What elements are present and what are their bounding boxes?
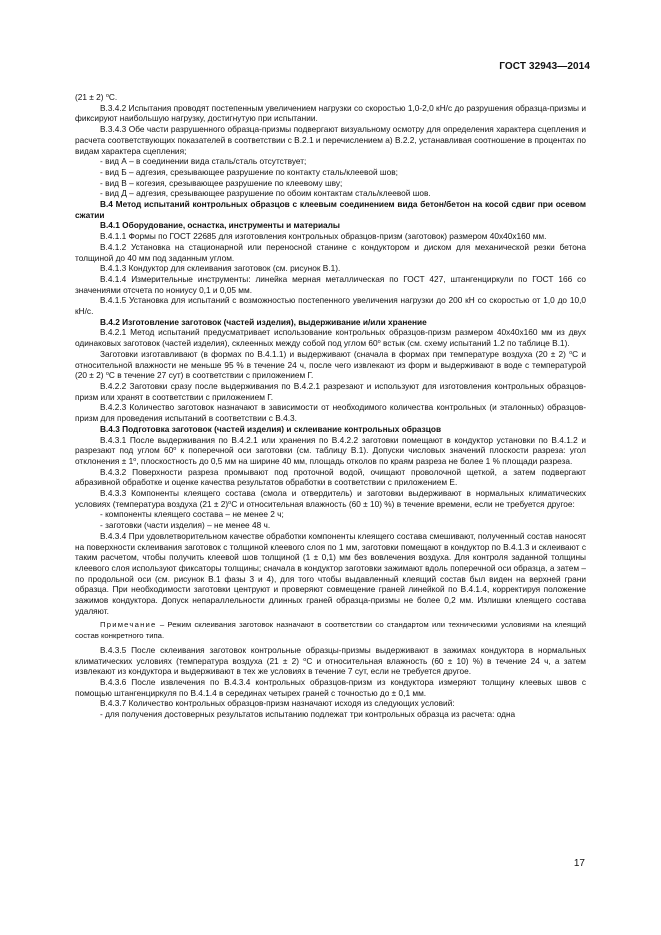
section-heading: В.4 Метод испытаний контрольных образцов с клеевым соединением вида бетон/бетон на косой сдвиг при осевом сжатии: [75, 199, 586, 220]
note-paragraph: [75, 620, 586, 640]
body-paragraph: - заготовки (части изделия) – не менее 48 ч.: [100, 520, 271, 531]
document-id: ГОСТ 32943—2014: [499, 61, 590, 72]
body-paragraph: В.3.4.2 Испытания проводят постепенным увеличением нагрузки со скоростью 1,0-2,0 кН/с до разрушения образца-призмы и фиксируют наибольшую нагрузку, достигнутую при испытании.: [75, 102, 586, 124]
body-paragraph: В.4.3.4 При удовлетворительном качестве обработки компоненты клеящего состава смешивают, полученный состав наносят на поверхности склеивания заготовок с толщиной клеевого слоя по 1 мм, заготовки помещают в кондуктор по В.4.1.3 и склеивают с таким расчетом, чтобы получить клеевой шов толщиной (1 ± 0,1) мм без вовлечения воздуха. Для контроля заданной толщины клеевого слоя используют фиксаторы толщины; сначала в кондуктор заготовки зажимают вдоль поперечной оси образца, а затем – по продольной оси (см. рисунок В.1 фазы 3 и 4), для того чтобы выдавленный клеящий состав был виден на верхней грани образца. При необходимости заготовки центруют и проверяют совмещение граней линейкой по В.4.1.4, корректируя положение зажимов кондуктора. Допуск непараллельности длинных граней образца-призмы не более 0,2 мм. Излишки клеящего состава удаляют.: [75, 530, 586, 616]
body-paragraph: Заготовки изготавливают (в формах по В.4.1.1) и выдерживают (сначала в формах при температуре воздуха (20 ± 2) $^o$С и относительной влажности не меньше 95 % в течение 24 ч, после чего извлекают из форм и выдерживают в воде с температурой (20 ± 2) $^o$С в течение 27 сут) в соответствии с приложением Г.: [75, 348, 586, 381]
degree-sign: o: [105, 93, 109, 99]
degree-sign: o: [105, 371, 109, 378]
body-paragraph: В.4.3.7 Количество контрольных образцов-призм назначают исходя из следующих условий:: [100, 698, 455, 709]
body-paragraph: В.4.3.1 После выдерживания по В.4.2.1 или хранения по В.4.2.2 заготовки помещают в кондуктор установки по В.4.1.2 и разрезают под углом 60$^o$ к поперечной оси заготовки (см. таблицу В.1). Допуски числовых значений плоскости разреза: угол отклонения ± $1^o$, плоскостность до 0,5 мм на ширине 40 мм, площадь отколов по краям разреза не более 1 % площади разреза.: [75, 434, 586, 466]
document-body: [75, 92, 586, 720]
body-paragraph: - компоненты клеящего состава – не менее 2 ч;: [100, 509, 284, 520]
body-paragraph: - для получения достоверных результатов испытанию подлежат три контрольных образца из расчета: одна: [100, 709, 516, 720]
degree-sign: o: [303, 656, 307, 663]
degree-sign: o: [377, 339, 381, 346]
body-paragraph: - вид Б – адгезия, срезывающее разрушение по контакту сталь/клеевой шов;: [100, 166, 398, 177]
body-paragraph: В.4.2.2 Заготовки сразу после выдерживания по В.4.2.1 разрезают и используют для изготовления контрольных образцов-призм или хранят в соответствии с приложением Г.: [75, 380, 586, 402]
body-paragraph: В.4.2.3 Количество заготовок назначают в зависимости от необходимого количества контрольных (и эталонных) образцов-призм для проведения испытаний в соответствии с В.4.3.: [75, 402, 586, 424]
degree-sign: o: [569, 349, 573, 356]
note-label: Примечание: [100, 620, 157, 630]
degree-sign: o: [133, 456, 137, 463]
note-text: – Режим склеивания заготовок назначают в соответствии со стандартом или техническими условиями на клеящий состав конкретного типа.: [75, 620, 586, 640]
body-paragraph: В.4.1.1 Формы по ГОСТ 22685 для изготовления контрольных образцов-призм (заготовок) размером 40х40х160 мм.: [100, 231, 547, 242]
degree-sign: o: [173, 446, 177, 453]
body-paragraph: В.4.1.3 Кондуктор для склеивания заготовок (см. рисунок В.1).: [100, 263, 341, 274]
body-paragraph: В.4.3.2 Поверхности разреза промывают под проточной водой, очищают проволочной щеткой, а затем подвергают абразивной обработке и оценке качества результатов обработки в соответствии с приложением Е.: [75, 466, 586, 488]
body-paragraph: - вид Д – адгезия, срезывающее разрушение по обоим контактам сталь/клеевой шов.: [100, 188, 431, 199]
body-paragraph: В.4.3.3 Компоненты клеящего состава (смола и отвердитель) и заготовки выдерживают в нормальных климатических условиях (температура воздуха $(21 \pm 2)^oС$ и относительная влажность (60 ± 10) %) в течение времени, если не требуется другое:: [75, 488, 586, 509]
section-heading: В.4.3 Подготовка заготовок (частей изделия) и склеивание контрольных образцов: [100, 423, 442, 434]
body-paragraph: - вид А – в соединении вида сталь/сталь отсутствует;: [100, 156, 307, 167]
body-paragraph: В.4.3.6 После извлечения по В.4.3.4 контрольных образцов-призм из кондуктора измеряют толщину клеевых швов с помощью штангенциркуля по В.4.1.4 в серединах четырех граней с точностью до ± 0,1 мм.: [75, 676, 586, 698]
body-paragraph: В.4.1.5 Установка для испытаний с возможностью постепенного увеличения нагрузки до 200 кН со скоростью от 1,0 до 10,0 кН/с.: [75, 295, 586, 317]
body-paragraph: В.4.2.1 Метод испытаний предусматривает использование контрольных образцов-призм размером 40х40х160 мм из двух одинаковых заготовок (частей изделия), склеенных между собой под углом 60$^o$ встык (см. схему испытаний 1.2 по таблице В.1).: [75, 327, 586, 349]
body-paragraph: - вид В – когезия, срезывающее разрушение по клеевому шву;: [100, 177, 343, 188]
section-heading: В.4.2 Изготовление заготовок (частей изделия), выдерживание и/или хранение: [100, 316, 427, 327]
degree-sign: o: [228, 499, 232, 506]
body-paragraph: В.3.4.3 Обе части разрушенного образца-призмы подвергают визуальному осмотру для определения характера сцепления и расчета соответствующих показателей в соответствии с В.2.1 и перечислением а) В.2.2, устанавливая соотношение в процентах по видам характера сцепления;: [75, 124, 586, 156]
body-paragraph: (21 ± 2) $^o$С.: [75, 92, 118, 102]
body-paragraph: В.4.1.2 Установка на стационарной или переносной станине с кондуктором и диском для механической резки бетона толщиной до 40 мм под заданным углом.: [75, 241, 586, 263]
body-paragraph: В.4.1.4 Измерительные инструменты: линейка мерная металлическая по ГОСТ 427, штангенциркули по ГОСТ 166 со значениями отсчета по нониусу 0,1 и 0,05 мм.: [75, 273, 586, 295]
section-heading: В.4.1 Оборудование, оснастка, инструменты и материалы: [100, 220, 341, 231]
body-paragraph: В.4.3.5 После склеивания заготовок контрольные образцы-призмы выдерживают в зажимах кондуктора в нормальных климатических условиях (температура воздуха (21 ± 2) $^o$С и относительная влажность (60 ± 10) %) в течение 24 ч, а затем извлекают из кондуктора и выдерживают в тех же условиях в течение 7 сут, если не требуется другое.: [75, 644, 586, 677]
page-number: 17: [573, 858, 585, 869]
